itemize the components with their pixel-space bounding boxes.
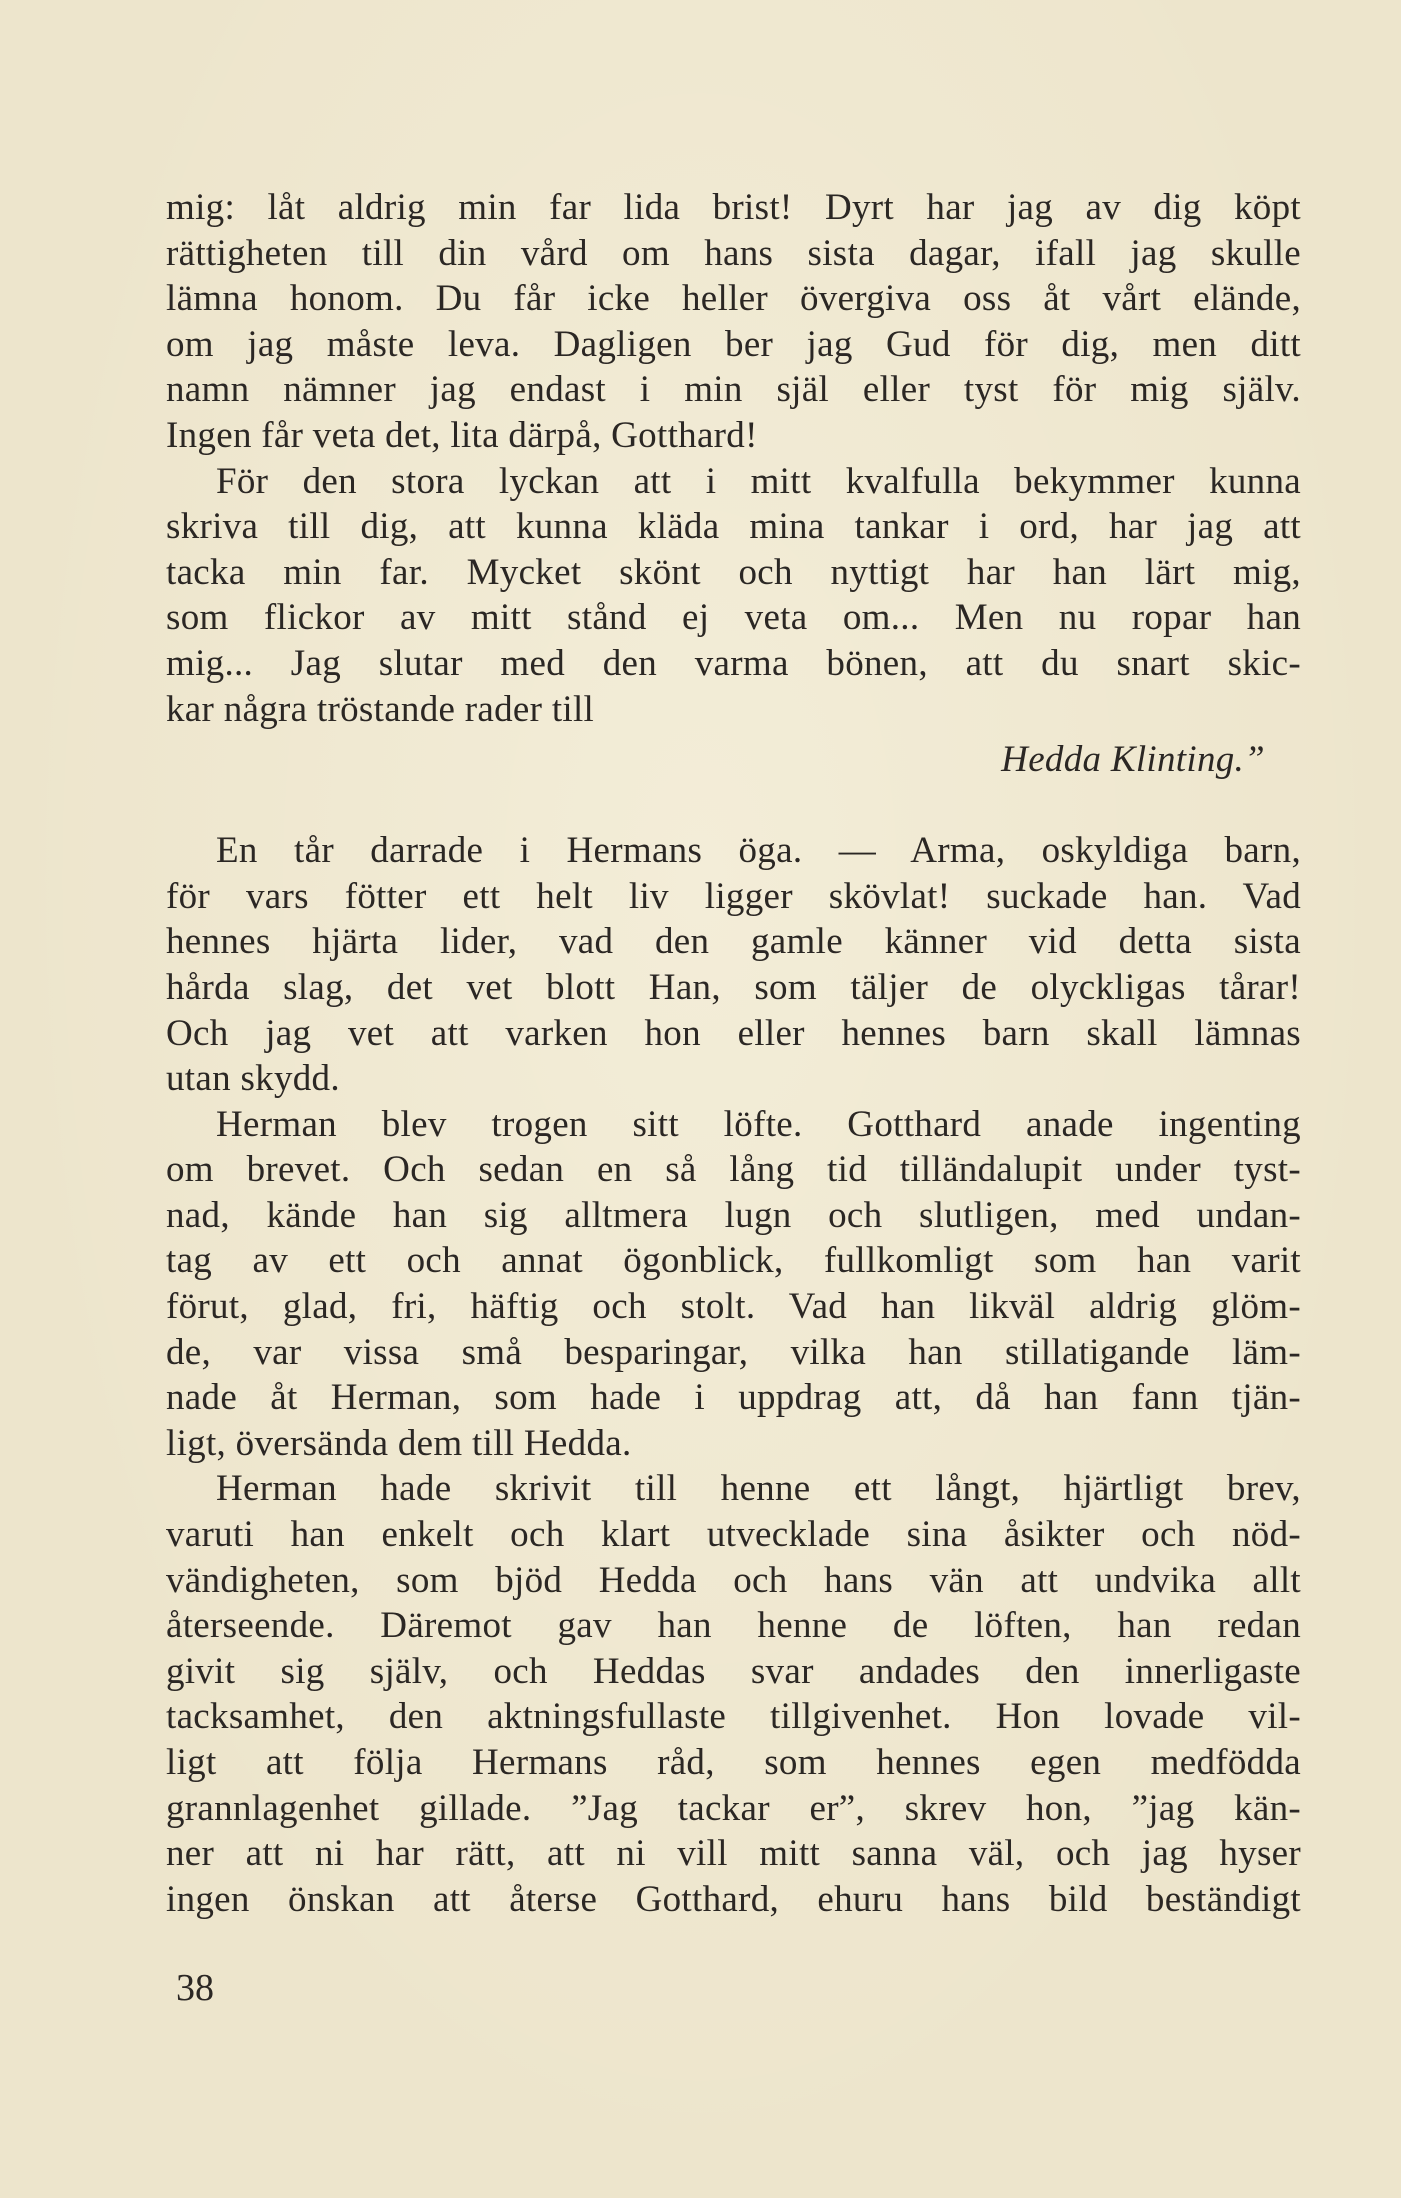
text-line: namn nämner jag endast i min själ eller tyst för mig själv. <box>166 369 1301 411</box>
text-line: hennes hjärta lider, vad den gamle känner vid detta sista <box>166 921 1301 963</box>
text-line: Herman blev trogen sitt löfte. Gotthard anade ingenting <box>216 1103 1301 1145</box>
text-line: hårda slag, det vet blott Han, som täljer de olyckligas tårar! <box>166 966 1301 1008</box>
text-line: kar några tröstande rader till <box>166 688 595 730</box>
paragraph <box>166 1102 1301 1467</box>
text-line: tag av ett och annat ögonblick, fullkomligt som han varit <box>166 1240 1301 1282</box>
text-line: nade åt Herman, som hade i uppdrag att, då han fann tjän- <box>166 1377 1301 1419</box>
page-number: 38 <box>176 1967 214 2009</box>
text-line: givit sig själv, och Heddas svar andades den innerligaste <box>166 1650 1301 1692</box>
text-line: förut, glad, fri, häftig och stolt. Vad han likväl aldrig glöm- <box>166 1286 1301 1328</box>
text-line: ligt, översända dem till Hedda. <box>166 1422 632 1464</box>
section-spacer <box>166 788 1301 828</box>
text-line: Ingen får veta det, lita därpå, Gotthard! <box>166 414 758 456</box>
paragraph <box>166 185 1301 459</box>
paragraph <box>166 459 1301 733</box>
text-line: tacka min far. Mycket skönt och nyttigt har han lärt mig, <box>166 551 1301 593</box>
text-line: skriva till dig, att kunna kläda mina tankar i ord, har jag att <box>166 506 1301 548</box>
text-line: lämna honom. Du får icke heller övergiva oss åt vårt elände, <box>166 278 1301 320</box>
text-line: ligt att följa Hermans råd, som hennes egen medfödda <box>166 1742 1301 1783</box>
text-line: om brevet. Och sedan en så lång tid tilländalupit under tyst- <box>166 1149 1301 1191</box>
text-line: rättigheten till din vård om hans sista dagar, ifall jag skulle <box>166 232 1301 274</box>
text-line: återseende. Däremot gav han henne de löften, han redan <box>166 1605 1301 1647</box>
text-line: om jag måste leva. Dagligen ber jag Gud för dig, men ditt <box>166 323 1301 365</box>
text-line: ingen önskan att återse Gotthard, ehuru hans bild beständigt <box>166 1878 1301 1920</box>
text-line: mig... Jag slutar med den varma bönen, att du snart skic- <box>166 642 1301 684</box>
letter-signature: Hedda Klinting.” <box>1001 739 1265 781</box>
text-line: för vars fötter ett helt liv ligger skövlat! suckade han. Vad <box>166 875 1301 917</box>
body-text <box>166 185 1301 1922</box>
text-line: varuti han enkelt och klart utvecklade sina åsikter och nöd- <box>166 1514 1301 1556</box>
paragraph <box>166 1466 1301 1922</box>
text-line: Och jag vet att varken hon eller hennes barn skall lämnas <box>166 1012 1301 1054</box>
text-line: de, var vissa små besparingar, vilka han stillatigande läm- <box>166 1331 1301 1373</box>
text-line: mig: låt aldrig min far lida brist! Dyrt har jag av dig köpt <box>166 187 1301 228</box>
text-line: utan skydd. <box>166 1058 340 1100</box>
text-line: vändigheten, som bjöd Hedda och hans vän att undvika allt <box>166 1559 1301 1601</box>
text-line: grannlagenhet gillade. ”Jag tackar er”, skrev hon, ”jag kän- <box>166 1787 1301 1829</box>
paragraph <box>166 828 1301 1102</box>
text-line: nad, kände han sig alltmera lugn och slutligen, med undan- <box>166 1194 1301 1236</box>
text-line: En tår darrade i Hermans öga. — Arma, oskyldiga barn, <box>216 830 1301 872</box>
text-line: som flickor av mitt stånd ej veta om... Men nu ropar han <box>166 597 1301 639</box>
text-line: För den stora lyckan att i mitt kvalfulla bekymmer kunna <box>216 460 1301 502</box>
text-line: ner att ni har rätt, att ni vill mitt sanna väl, och jag hyser <box>166 1833 1301 1875</box>
text-line: Herman hade skrivit till henne ett långt, hjärtligt brev, <box>216 1468 1301 1510</box>
text-line: tacksamhet, den aktningsfullaste tillgivenhet. Hon lovade vil- <box>166 1696 1301 1738</box>
